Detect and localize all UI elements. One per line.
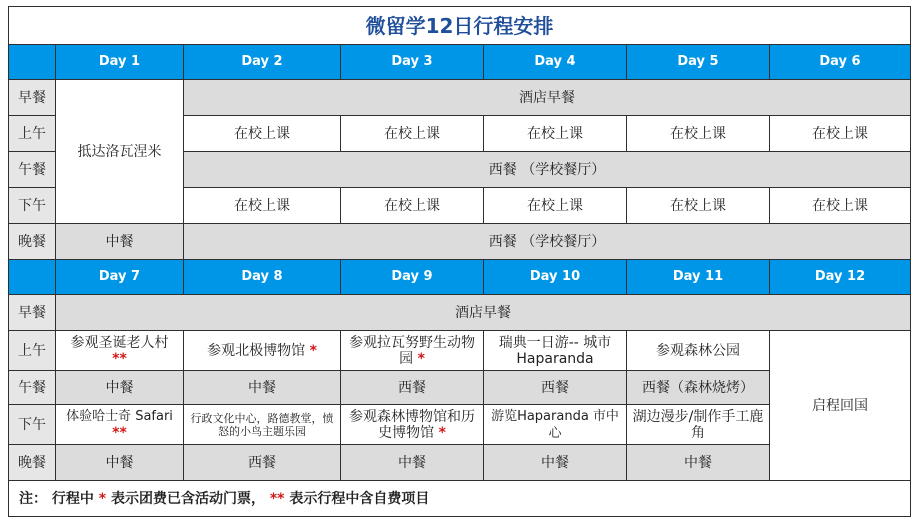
schedule-cell xyxy=(627,405,770,445)
schedule-cell: 在校上课 xyxy=(770,188,911,224)
schedule-cell: 在校上课 xyxy=(770,116,911,152)
schedule-cell: 在校上课 xyxy=(627,188,770,224)
ticket-included-mark: * xyxy=(417,350,425,367)
schedule-cell: 在校上课 xyxy=(184,188,341,224)
schedule-cell xyxy=(184,405,341,445)
row-label-lunch: 午餐 xyxy=(9,152,56,188)
breakfast-cell: 酒店早餐 xyxy=(56,295,911,331)
row-label-morning: 上午 xyxy=(9,331,56,371)
schedule-cell xyxy=(341,331,484,371)
activity-text: 体验哈士奇 Safari xyxy=(66,409,173,424)
schedule-cell: 在校上课 xyxy=(184,116,341,152)
activity-text: 行政文化中心，路德教堂，愤怒的小鸟主题乐园 xyxy=(190,411,334,438)
header-corner xyxy=(9,45,56,80)
activity-text: 参观森林博物馆和历史博物馆 xyxy=(349,408,475,441)
ticket-included-mark: * xyxy=(98,490,107,507)
activity-text: 游览Haparanda 市中心 xyxy=(491,408,619,441)
activity-text: 参观拉瓦努野生动物园 xyxy=(349,334,475,367)
day-header: Day 11 xyxy=(627,260,770,295)
legend-note xyxy=(9,481,911,517)
ticket-included-mark: * xyxy=(438,424,446,441)
lunch-cell: 西餐（森林烧烤） xyxy=(627,371,770,405)
schedule-cell xyxy=(56,405,184,445)
day-header: Day 6 xyxy=(770,45,911,80)
schedule-cell xyxy=(484,331,627,371)
note-mid: 表示团费已含活动门票， xyxy=(110,490,265,507)
activity-text: 参观森林公园 xyxy=(656,342,740,359)
dinner-cell: 中餐 xyxy=(341,445,484,481)
schedule-cell: 在校上课 xyxy=(341,188,484,224)
schedule-cell xyxy=(56,331,184,371)
row-label-afternoon: 下午 xyxy=(9,405,56,445)
activity-text: 瑞典一日游-- 城市Haparanda xyxy=(498,334,612,367)
day12-cell: 启程回国 xyxy=(770,331,911,481)
schedule-cell: 在校上课 xyxy=(484,188,627,224)
day-header: Day 3 xyxy=(341,45,484,80)
row-label-afternoon: 下午 xyxy=(9,188,56,224)
schedule-cell xyxy=(341,405,484,445)
schedule-cell: 在校上课 xyxy=(627,116,770,152)
row-label-dinner: 晚餐 xyxy=(9,224,56,260)
day1-arrival-cell: 抵达洛瓦涅米 xyxy=(56,80,184,224)
note-suffix: 表示行程中含自费项目 xyxy=(289,490,430,507)
self-pay-mark: ** xyxy=(269,490,285,507)
day-header: Day 5 xyxy=(627,45,770,80)
dinner-cell: 中餐 xyxy=(484,445,627,481)
day-header: Day 12 xyxy=(770,260,911,295)
schedule-cell: 在校上课 xyxy=(484,116,627,152)
day-header: Day 10 xyxy=(484,260,627,295)
activity-text: 湖边漫步/制作手工鹿角 xyxy=(632,408,764,441)
ticket-included-mark: * xyxy=(309,342,317,359)
day-header: Day 4 xyxy=(484,45,627,80)
dinner-cell: 中餐 xyxy=(56,224,184,260)
row-label-dinner: 晚餐 xyxy=(9,445,56,481)
note-prefix: 注： 行程中 xyxy=(19,490,94,507)
schedule-cell xyxy=(184,331,341,371)
breakfast-cell: 酒店早餐 xyxy=(184,80,911,116)
day-header: Day 9 xyxy=(341,260,484,295)
self-pay-mark: ** xyxy=(112,425,127,441)
dinner-cell: 西餐 xyxy=(184,445,341,481)
lunch-cell: 中餐 xyxy=(184,371,341,405)
row-label-morning: 上午 xyxy=(9,116,56,152)
dinner-cell: 中餐 xyxy=(627,445,770,481)
day-header: Day 8 xyxy=(184,260,341,295)
dinner-cell: 中餐 xyxy=(56,445,184,481)
schedule-cell xyxy=(627,331,770,371)
row-label-lunch: 午餐 xyxy=(9,371,56,405)
activity-text: 参观圣诞老人村 xyxy=(70,334,169,351)
schedule-cell: 在校上课 xyxy=(341,116,484,152)
day-header: Day 1 xyxy=(56,45,184,80)
lunch-cell: 西餐 xyxy=(484,371,627,405)
lunch-cell: 西餐 xyxy=(341,371,484,405)
schedule-cell xyxy=(484,405,627,445)
itinerary-sheet xyxy=(8,6,910,520)
itinerary-table xyxy=(8,6,911,517)
row-label-breakfast: 早餐 xyxy=(9,80,56,116)
page-title: 微留学12日行程安排 xyxy=(9,7,911,45)
row-label-breakfast: 早餐 xyxy=(9,295,56,331)
day-header: Day 2 xyxy=(184,45,341,80)
lunch-cell: 中餐 xyxy=(56,371,184,405)
lunch-cell: 西餐 （学校餐厅） xyxy=(184,152,911,188)
day-header: Day 7 xyxy=(56,260,184,295)
activity-text: 参观北极博物馆 xyxy=(207,342,306,359)
dinner-cell: 西餐 （学校餐厅） xyxy=(184,224,911,260)
self-pay-mark: ** xyxy=(112,350,127,367)
header-corner xyxy=(9,260,56,295)
